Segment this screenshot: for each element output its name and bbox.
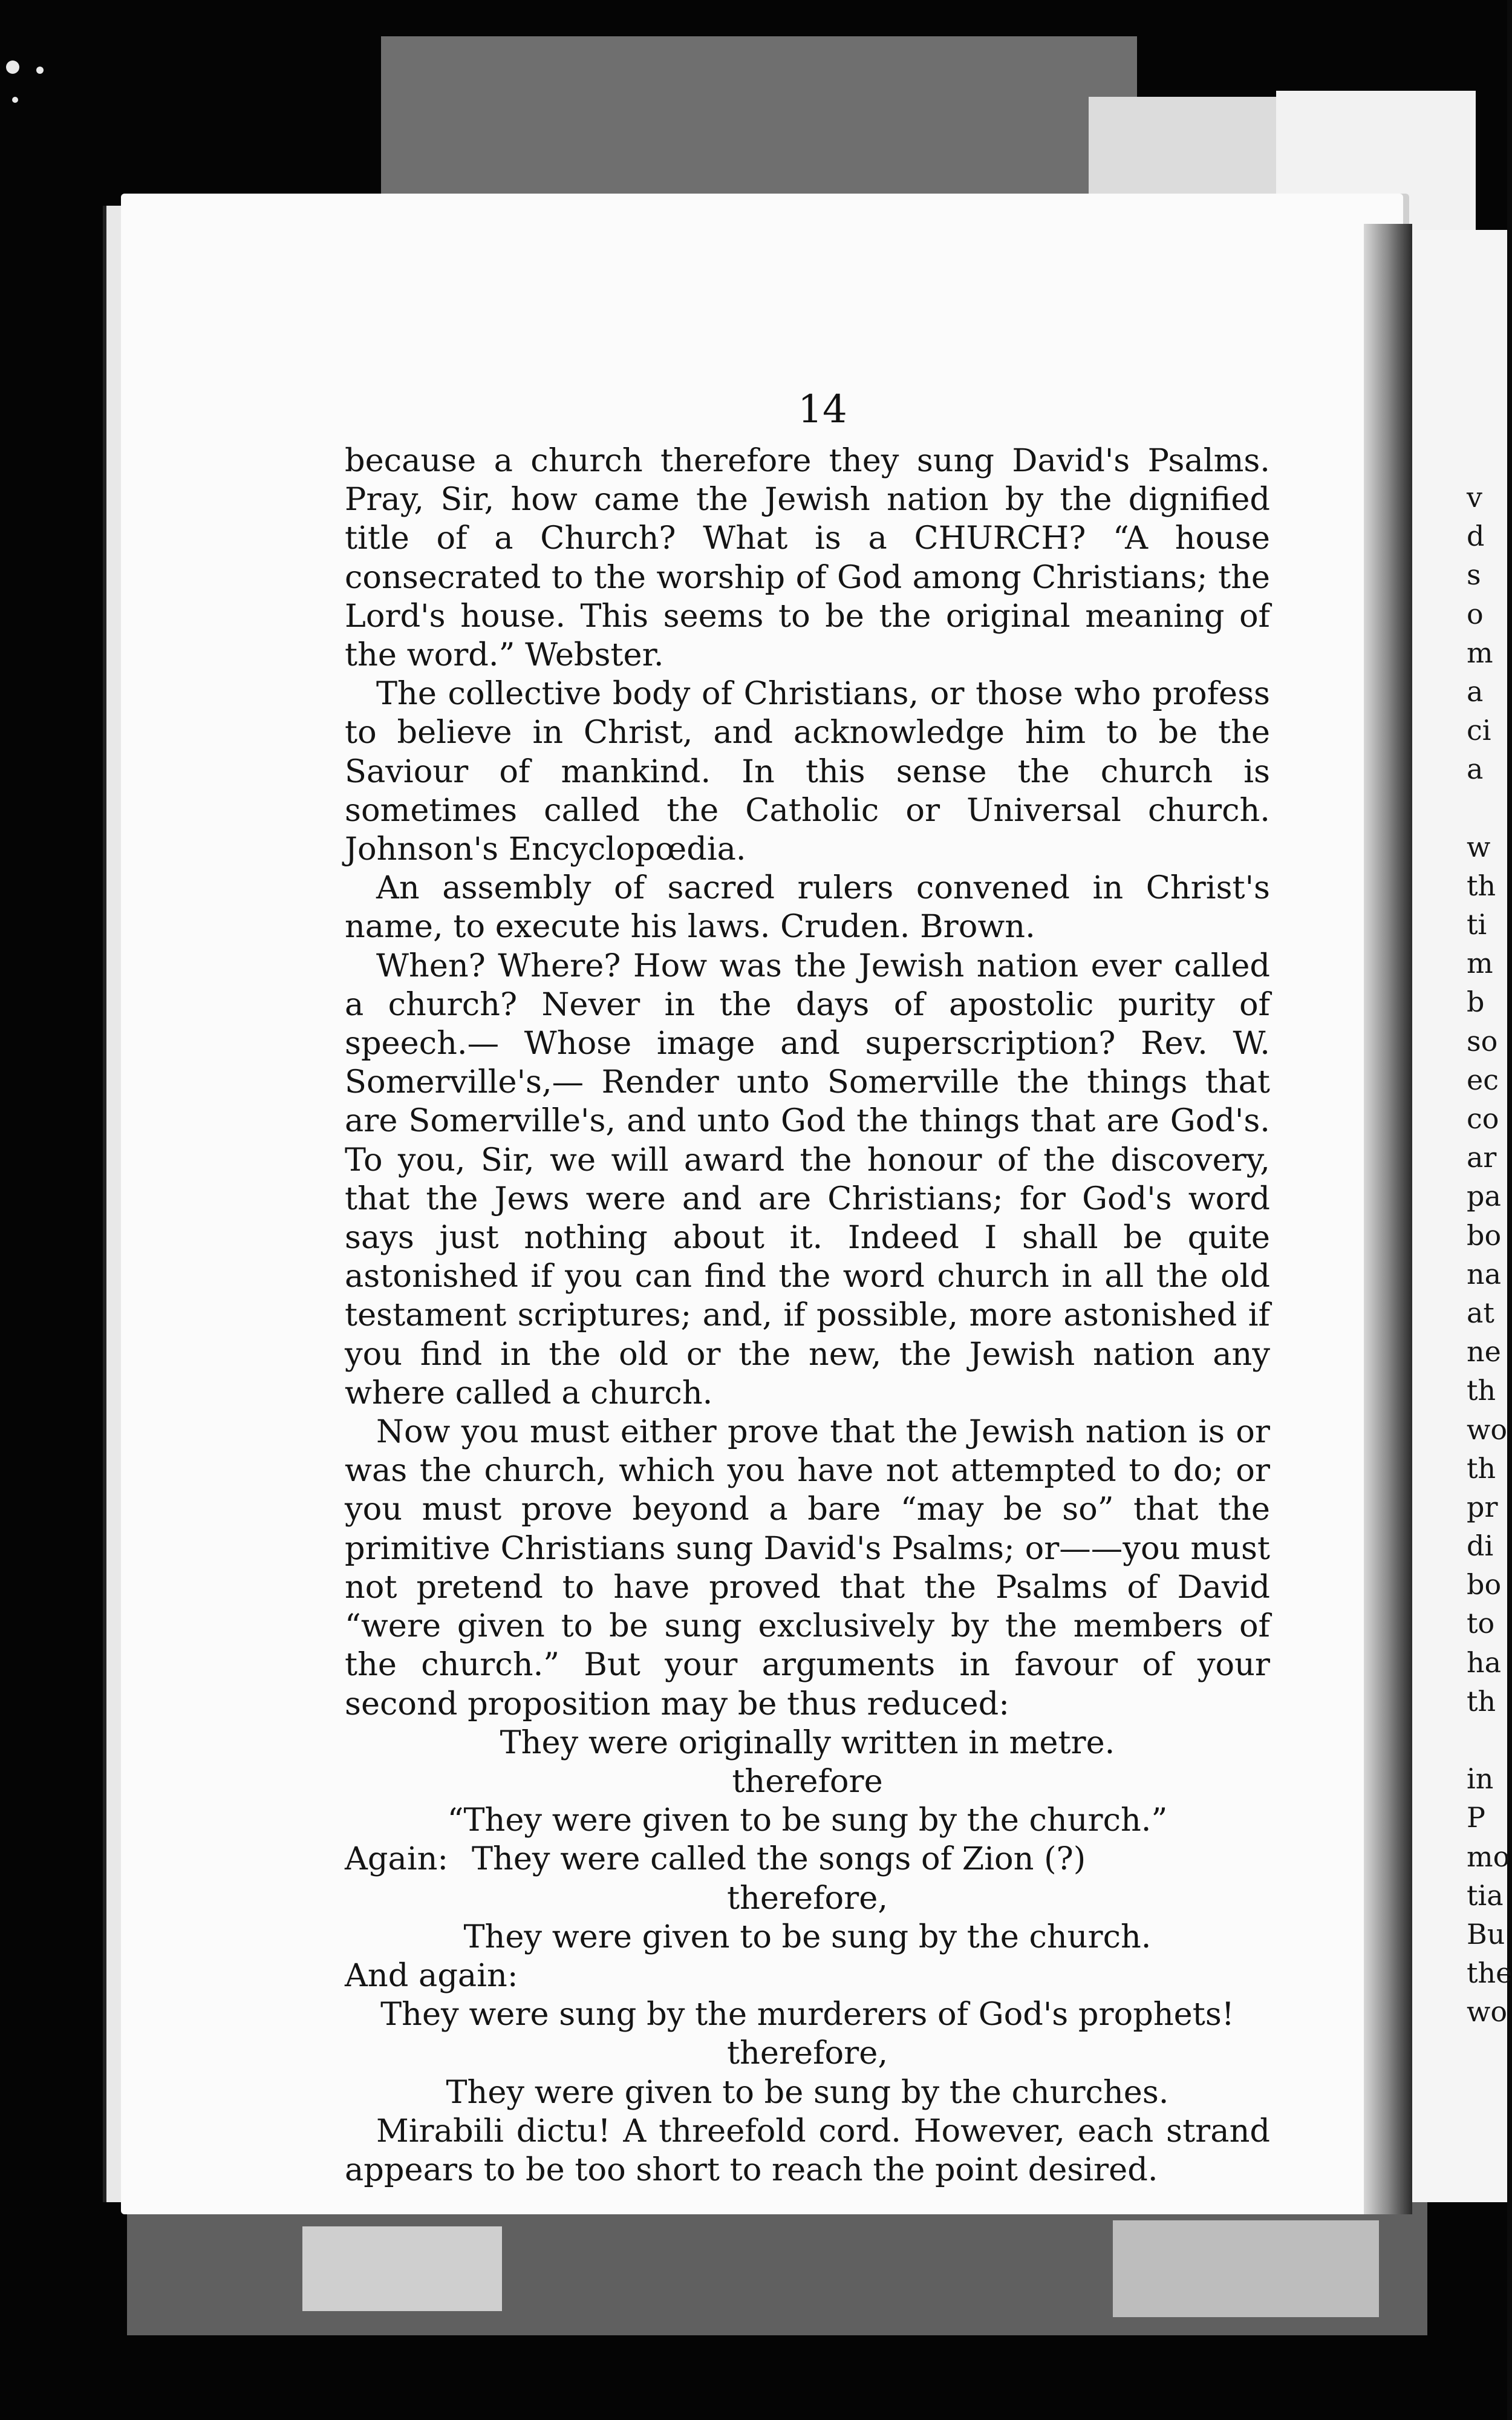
syllogism-3-premise: They were sung by the murderers of God's prophets! xyxy=(380,1996,1234,2033)
syllogism-3-lead: And again: xyxy=(345,1957,518,1994)
facing-line: v xyxy=(1467,481,1482,514)
facing-line: o xyxy=(1467,597,1484,630)
facing-line: bo xyxy=(1467,1218,1502,1252)
scan-bottom-light xyxy=(302,2226,502,2311)
scan-speck xyxy=(6,60,19,74)
facing-line: ne xyxy=(1467,1335,1501,1369)
syllogism-2-therefore: therefore, xyxy=(726,1879,888,1917)
facing-line: m xyxy=(1467,947,1493,980)
facing-line: pr xyxy=(1467,1490,1498,1523)
facing-line: so xyxy=(1467,1024,1498,1058)
facing-line: ec xyxy=(1467,1063,1499,1096)
facing-line: ar xyxy=(1467,1141,1497,1174)
facing-line xyxy=(1467,789,1509,828)
scan-speck xyxy=(12,97,18,103)
paragraph-3: An assembly of sacred rulers convened in Christ's name, to execute his laws. Cruden. Brown. xyxy=(345,869,1270,946)
facing-line: ti xyxy=(1467,908,1487,941)
facing-line: co xyxy=(1467,1102,1499,1135)
facing-line: bo xyxy=(1467,1568,1502,1601)
closing-paragraph: Mirabili dictu! A threefold cord. However, each strand appears to be too short to reach the point desired. xyxy=(345,2112,1270,2188)
facing-line: wo xyxy=(1467,1413,1508,1446)
scan-top-band xyxy=(381,36,1137,200)
facing-line: pa xyxy=(1467,1180,1501,1213)
facing-line: at xyxy=(1467,1296,1494,1329)
facing-line: ci xyxy=(1467,714,1491,747)
syllogism-1-premise: They were originally written in metre. xyxy=(500,1724,1115,1761)
paragraph-2: The collective body of Christians, or those who profess to believe in Christ, and acknowledge him to be the Saviour of mankind. In this sense the church is sometimes called the Catholic or Universal church. Johnson's Encyclopœdia. xyxy=(345,675,1270,868)
facing-line: th xyxy=(1467,1451,1496,1485)
facing-line: to xyxy=(1467,1607,1495,1640)
facing-line: th xyxy=(1467,1374,1496,1407)
facing-line: s xyxy=(1467,558,1481,592)
facing-line: in xyxy=(1467,1762,1494,1796)
paragraph-1: because a church therefore they sung David's Psalms. Pray, Sir, how came the Jewish nation by the dignified title of a Church? What is a CHURCH? “A house consecrated to the worship of God among Christians; the Lord's house. This seems to be the original meaning of the word.” Webster. xyxy=(345,442,1270,674)
syllogism-2-lead: Again: xyxy=(345,1840,449,1878)
facing-line: mo xyxy=(1467,1840,1510,1873)
facing-line: th xyxy=(1467,869,1496,902)
facing-page-text xyxy=(1467,478,1512,2032)
facing-line: a xyxy=(1467,675,1484,708)
scan-speck xyxy=(36,67,44,74)
syllogism-2-premise: They were called the songs of Zion (?) xyxy=(472,1840,1086,1878)
syllogism-3-therefore: therefore, xyxy=(726,2035,888,2072)
facing-line: th xyxy=(1467,1684,1496,1718)
facing-line: the xyxy=(1467,1957,1512,1990)
facing-line: wo xyxy=(1467,1995,1508,2029)
facing-line: P xyxy=(1467,1801,1485,1834)
paragraph-5: Now you must either prove that the Jewish nation is or was the church, which you have not attempted to do; or you must prove beyond a bare “may be so” that the primitive Christians sung David's Psalms; or——you must not pretend to have proved that the Psalms of David “were given to be sung exclusively by the members of the church.” But your arguments in favour of your second proposition may be thus reduced: xyxy=(345,1413,1270,1722)
scan-bottom-light-2 xyxy=(1113,2220,1379,2317)
facing-line: m xyxy=(1467,636,1493,669)
facing-line: d xyxy=(1467,520,1485,553)
facing-line: w xyxy=(1467,830,1491,863)
facing-line xyxy=(1467,1721,1509,1759)
page-body xyxy=(345,442,1270,2189)
syllogism-1-therefore: therefore xyxy=(732,1762,883,1800)
facing-line: a xyxy=(1467,753,1484,786)
facing-line: tia xyxy=(1467,1879,1504,1912)
syllogism-3-conclusion: They were given to be sung by the churches. xyxy=(446,2073,1169,2111)
facing-line: ha xyxy=(1467,1646,1502,1679)
facing-line: b xyxy=(1467,986,1485,1019)
syllogism-2-conclusion: They were given to be sung by the church. xyxy=(463,1918,1152,1955)
syllogism-1-conclusion: “They were given to be sung by the church.” xyxy=(447,1802,1168,1839)
paragraph-4: When? Where? How was the Jewish nation ever called a church? Never in the days of apostolic purity of speech.— Whose image and superscription? Rev. W. Somerville's,— Render unto Somerville the things that are Somerville's, and unto God the things that are God's. To you, Sir, we will award the honour of the discovery, that the Jews were and are Christians; for God's word says just nothing about it. Indeed I shall be quite astonished if you can find the word church in all the old testament scriptures; and, if possible, more astonished if you find in the old or the new, the Jewish nation any where called a church. xyxy=(345,947,1270,1411)
facing-line: Bu xyxy=(1467,1917,1505,1951)
page-number: 14 xyxy=(798,387,847,432)
book-gutter xyxy=(1364,224,1412,2214)
facing-line: di xyxy=(1467,1529,1494,1563)
syllogism-2-premise-row xyxy=(345,1840,1270,1879)
facing-line: na xyxy=(1467,1257,1502,1290)
